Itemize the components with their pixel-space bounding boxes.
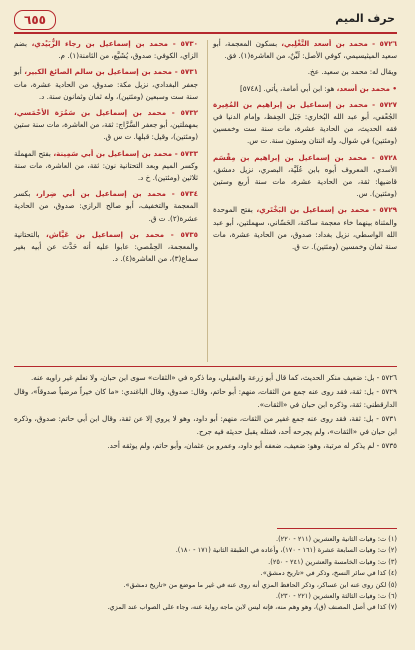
entry-head: ٥٧٢٩ - محمد بن إسماعيل بن البَخْتَري، bbox=[256, 205, 397, 215]
entry-head: ٥٧٢٦ - محمد بن أسعد التَّغْلِبي، bbox=[281, 39, 397, 48]
entry-5733 bbox=[14, 148, 198, 185]
footnote-rule bbox=[277, 528, 397, 529]
entry-head: • محمد بن أسعد، bbox=[336, 83, 397, 93]
editor-annotations bbox=[14, 372, 397, 454]
footnote: (١) ت: وفيات الثانية والعشرين (٢١١ - ٢٢٠). bbox=[275, 535, 397, 543]
entry-text: ويقال له: محمد بن سعيد. عخ. bbox=[307, 67, 397, 77]
left-column bbox=[14, 38, 198, 269]
entry-5729 bbox=[213, 204, 397, 253]
entry-text: بفتح الموحدة والمثناة بينهما خاء معجمة ساكنة، الحَسّاني، سهملتين، أبو عبد الله الواسطي، نزيل بغداد: صدوق، من الحادية عشرة، مات سنة ثمان وخمسين (ومئتين). ت ق. bbox=[213, 205, 397, 252]
right-column bbox=[213, 38, 397, 257]
annotation: ٥٧٣٥ - لم يذكر له مرتبة، وهو: ضعيف، ضعفه أبو داود، وعمرو بن عثمان، وأبو حاتم، ولم يوثقه أحد. bbox=[107, 441, 397, 451]
entry-head: ٥٧٣٢ - محمد بن إسماعيل بن سَمُرَة الأحْمَسي، bbox=[14, 108, 198, 118]
footnote: (٢) ت: وفيات السابعة عشرة (١٦١ - ١٧٠)، وأعاده في الطبقة الثانية (١٧١ - ١٨٠). bbox=[175, 546, 397, 555]
annotation: ٥٧٢٩ - بل: ثقة، فقد روى عنه جمع من الثقات، منهم: أبو حاتم، وقال: صدوق، وقال الباغندي: «ما كان خيراً مرضياً صدوقاً»، وقال الدارقطني: ثقة، وذكره ابن حبان في «الثقات». bbox=[14, 387, 397, 409]
footnote: (٤) كذا في سائر النسخ، وذكر في «تاريخ دمشق». bbox=[260, 569, 397, 578]
footnote: (٥) لكن روى عنه ابن عساكر، وذكر الحافظ المزي أنه روى عنه في غير ما موضع من «تاريخ دمشق». bbox=[123, 580, 397, 589]
entry-text: هو: ابن أبي أمامة، يأتي. [٥٧٤٨] bbox=[239, 83, 335, 93]
entry-text: أبو جعفر البغدادي، نزيل مكة: صدوق، من الحادية عشرة، مات سنة ست وسبعين (ومئتين)، وله ثمان وثمانون سنة. د. bbox=[14, 67, 198, 101]
entry-head: ٥٧٣٥ - محمد بن إسماعيل بن عَيَّاش، bbox=[46, 229, 198, 239]
entry-5726 bbox=[213, 38, 397, 62]
annotation-rule bbox=[14, 366, 397, 367]
footnotes bbox=[14, 534, 397, 614]
entry-text: بالتحتانية والمعجمة، الحِمْصي: عابوا عليه أنه حَدَّث عن أبيه بغير سماع(٣)، من العاشرة(٤). د. bbox=[14, 229, 198, 264]
entry-text: الجُعْفي، أبو عبد الله البُخاري: جَبَل الحِفظ، وإمام الدنيا في فقه الحديث، من الحادية عشرة، مات سنة ست وخمسين (ومئتين) في شوال، وله اثنتان وستون سنة. ت س. bbox=[213, 112, 397, 146]
entry-5726-note bbox=[213, 66, 397, 78]
entry-5735 bbox=[14, 229, 198, 266]
annotation: ٥٧٢٦ - بل: ضعيف منكر الحديث، كما قال أبو زرعة والعقيلي، وما ذكره في «الثقات» سوى ابن حبان، ولا نعلم غير راويه عنه. bbox=[30, 373, 397, 382]
entry-text: بضم الزاي، الكوفي: صدوق، يُشَيَّع، من الثامنة(١). م. bbox=[14, 39, 198, 61]
entry-cross-ref bbox=[213, 83, 397, 95]
column-divider bbox=[207, 40, 208, 362]
entry-text: الأسدي، المعروف أبوه بابن عُلَيَّة، البصري، نزيل دمشق، قاضيها: ثقة، من الحادية عشرة، مات سنة أربع وستين (ومئتين). س. bbox=[213, 164, 397, 199]
entry-text: بكسر المعجمة والتخفيف، أبو صالح الرازي: صدوق، من الحادية عشرة(٢). ت ق. bbox=[14, 189, 198, 223]
entry-5730 bbox=[14, 38, 198, 62]
entry-text: بفتح المهملة وكسر الميم وبعد التحتانية نون: ثقة، من العاشرة، مات سنة ثلاثين (ومئتين). خ د. bbox=[14, 148, 198, 183]
entry-5728 bbox=[213, 152, 397, 201]
entry-5732 bbox=[14, 107, 198, 144]
footnote: (٧) كذا في أصل المصنف (ق)، وهو وهم منه، فإنه ليس لابن ماجه رواية عنه، وجاء على الصواب عند المزي. bbox=[107, 603, 397, 612]
entry-head: ٥٧٣٠ - محمد بن إسماعيل بن رجاء الزُّبَيْدي، bbox=[31, 39, 198, 48]
entry-5731 bbox=[14, 66, 198, 103]
page-number: ٦٥٥ bbox=[14, 10, 56, 30]
page-header bbox=[14, 10, 397, 34]
entry-head: ٥٧٣١ - محمد بن إسماعيل بن سالم الصائغ الكبير، bbox=[24, 67, 198, 77]
entry-5727 bbox=[213, 99, 397, 148]
entry-head: ٥٧٢٧ - محمد بن إسماعيل بن إبراهيم بن المُغِيرة bbox=[213, 99, 397, 109]
annotation: ٥٧٣١ - بل: ثقة، فقد روى عنه جمع غفير من الثقات، منهم: أبو داود، وهو لا يروي إلا عن ثقة، وقال ابن أبي حاتم: صدوق، وذكره ابن حبان في «الثقات»، ولم يجرحه أحد، فمثله يقبل حديثه فيه جرح. bbox=[14, 414, 397, 436]
footnote: (٦) ت: وفيات الثالثة والعشرين (٢٢١ - ٢٣٠). bbox=[275, 592, 397, 601]
entry-head: ٥٧٣٤ - محمد بن إسماعيل بن أبي ضِرار، bbox=[35, 189, 198, 199]
entry-head: ٥٧٢٨ - محمد بن إسماعيل بن إبراهيم بن مِقْسَم bbox=[213, 152, 397, 162]
entry-head: ٥٧٣٣ - محمد بن إسماعيل بن أبي سَمِينة، bbox=[53, 148, 198, 158]
entry-5734 bbox=[14, 188, 198, 225]
footnote: (٣) ت: وفيات الخامسة والعشرين (٢٤١ - ٢٥٠). bbox=[268, 557, 397, 566]
running-title: حرف الميم bbox=[335, 12, 395, 25]
entry-text: بسكون المعجمة، أبو سعيد الميثيسيمي، كوفي الأصل: لَيِّنٌ، من العاشرة(١). فق. bbox=[213, 39, 397, 61]
entry-text: بمهملتين، أبو جعفر السَّرَّاج: ثقة، من العاشرة، مات سنة ستين (ومئتين)، وقيل: قبلها. ت س ق. bbox=[14, 120, 198, 142]
